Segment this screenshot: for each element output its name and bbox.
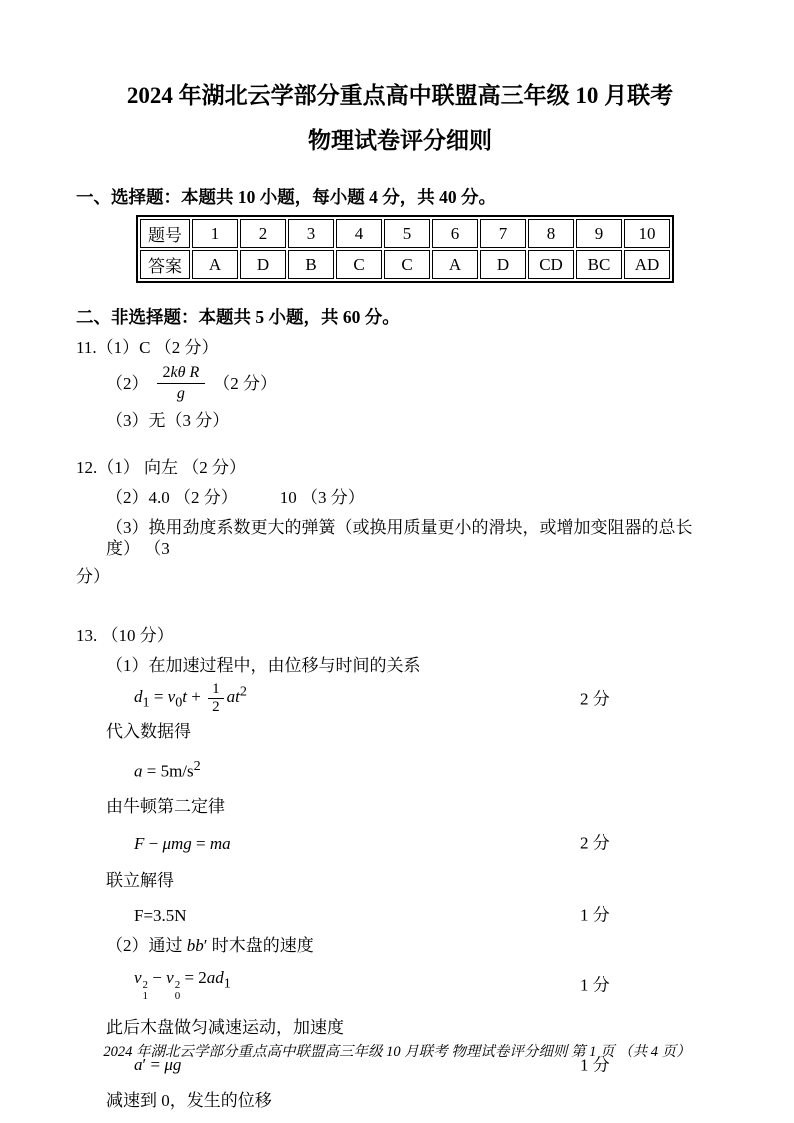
q12-part3-line1: （3）换用劲度系数更大的弹簧（或换用质量更小的滑块，或增加变阻器的总长度） （3: [106, 517, 693, 558]
q12-part2: [76, 487, 724, 508]
section1-heading: 一、选择题：本题共 10 小题，每小题 4 分，共 40 分。: [76, 187, 496, 207]
q13-formula-velocity: [76, 967, 724, 1003]
row-header-answer: 答案: [140, 250, 190, 279]
formula-d1: $d_1 = v_0t$ + $\frac{1}{2}$ $at^2$: [134, 680, 247, 716]
q13-substitute-line: 代入数据得: [106, 722, 191, 742]
fraction-numerator: 2kθ R: [157, 363, 206, 384]
question-number-cell: 6: [432, 219, 478, 248]
score-label: 1 分: [580, 1055, 610, 1075]
score-label: 1 分: [580, 975, 610, 995]
formula-a-prime: a′ = μg: [134, 1055, 182, 1075]
formula-F-umg: F − μmg = ma: [134, 833, 231, 853]
answer-cell: C: [384, 250, 430, 279]
section2-heading: 二、非选择题：本题共 5 小题，共 60 分。: [76, 307, 400, 327]
question-number-cell: 4: [336, 219, 382, 248]
page-footer: 2024 年湖北云学部分重点高中联盟高三年级 10 月联考 物理试卷评分细则 第 1 页 （共 4 页）: [103, 1044, 691, 1060]
q13-decel-line: 此后木盘做匀减速运动，加速度: [106, 1018, 344, 1038]
answer-cell: A: [192, 250, 238, 279]
q13-newton-line: 由牛顿第二定律: [106, 796, 225, 816]
q11-part2: [76, 363, 724, 405]
q13-displacement-line: 减速到 0，发生的位移: [106, 1091, 272, 1111]
q12-part1: 12.（1） 向左 （2 分）: [76, 457, 246, 477]
fraction-denominator: g: [176, 385, 185, 403]
answer-cell: CD: [528, 250, 574, 279]
score-label: 2 分: [580, 689, 610, 709]
formula-v-squared: v 2 1 − v 2 0 = $2ad_1$: [134, 967, 231, 1003]
page-subtitle: 物理试卷评分细则: [308, 128, 492, 153]
q13-formula-force: [76, 905, 724, 926]
q13-number: 13. （10 分）: [76, 625, 174, 645]
formula-F-value: F=3.5N: [134, 905, 187, 925]
answer-cell: D: [480, 250, 526, 279]
answer-cell: D: [240, 250, 286, 279]
q12-part3-line2: 分）: [76, 566, 110, 586]
q13-solve-line: 联立解得: [106, 870, 174, 890]
answer-cell: B: [288, 250, 334, 279]
row-header-question-number: 题号: [140, 219, 190, 248]
q13-formula-newton: [76, 833, 724, 854]
q11-part2-label: （2）: [106, 374, 149, 394]
question-number-cell: 1: [192, 219, 238, 248]
q12-part2b: 10 （3 分）: [279, 487, 365, 507]
q11-part3: （3）无（3 分）: [106, 410, 230, 430]
question-number-cell: 3: [288, 219, 334, 248]
question-number-cell: 10: [624, 219, 670, 248]
score-label: 1 分: [580, 905, 610, 925]
page-title: 2024 年湖北云学部分重点高中联盟高三年级 10 月联考: [126, 83, 674, 108]
question-number-cell: 5: [384, 219, 430, 248]
q11-part2-score: （2 分）: [213, 374, 277, 394]
answer-cell: C: [336, 250, 382, 279]
q12-part2a: （2）4.0 （2 分）: [106, 487, 238, 507]
q13-formula-acceleration: $a = 5m/s^2$: [134, 758, 201, 781]
table-row-question-numbers: [140, 219, 670, 248]
q11-part2-fraction: [157, 363, 206, 405]
q13-part2: （2）通过 bb′ 时木盘的速度: [106, 935, 314, 955]
question-number-cell: 8: [528, 219, 574, 248]
answer-cell: BC: [576, 250, 622, 279]
answer-table: [136, 215, 674, 283]
answer-cell: AD: [624, 250, 670, 279]
q13-formula-displacement: [76, 681, 724, 717]
question-number-cell: 7: [480, 219, 526, 248]
question-number-cell: 2: [240, 219, 286, 248]
q11-part1: 11.（1）C （2 分）: [76, 338, 219, 357]
question-number-cell: 9: [576, 219, 622, 248]
score-label: 2 分: [580, 833, 610, 853]
q13-part1: （1）在加速过程中，由位移与时间的关系: [106, 655, 421, 675]
answer-cell: A: [432, 250, 478, 279]
table-row-answers: [140, 250, 670, 279]
